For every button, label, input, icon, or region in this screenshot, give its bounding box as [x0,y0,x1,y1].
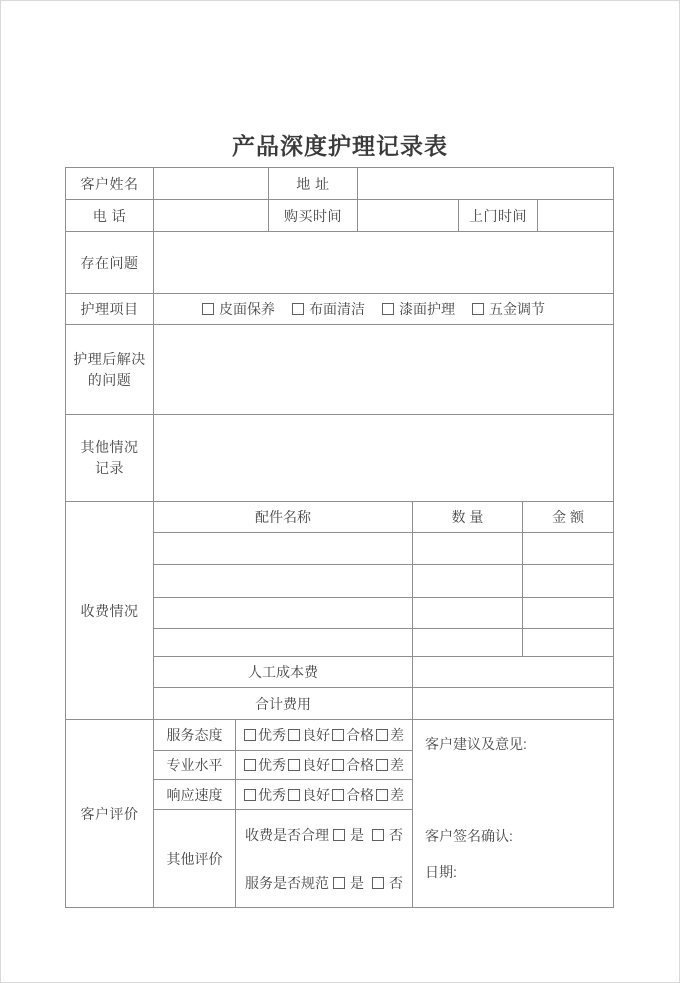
page-title: 产品深度护理记录表 [232,133,448,159]
rating-poor[interactable] [376,785,404,805]
checkbox-icon[interactable] [244,729,256,741]
rating-good[interactable] [288,785,330,805]
care-option-label: 漆面护理 [399,301,455,317]
amount-cell[interactable] [523,565,614,598]
suggestion-label: 客户建议及意见: [425,736,527,752]
checkbox-icon[interactable] [244,759,256,771]
rating-pass[interactable] [332,785,374,805]
checkbox-icon[interactable] [472,303,484,315]
fee-yes-option[interactable] [333,825,364,845]
part-name-cell[interactable] [154,598,413,629]
phone-value-cell[interactable] [154,200,269,232]
care-option-label: 布面清洁 [309,301,365,317]
rating-label: 差 [390,786,404,803]
rating-excellent[interactable] [244,725,286,745]
other-notes-label-line1: 其他情况 [80,439,139,455]
rating-label: 合格 [346,786,374,803]
checkbox-icon[interactable] [288,789,300,801]
rating-poor[interactable] [376,725,404,745]
rating-label: 优秀 [258,757,286,773]
rating-good[interactable] [288,755,330,775]
rating-label: 差 [390,757,404,773]
no-label: 否 [389,874,403,891]
checkbox-icon[interactable] [376,759,388,771]
no-label: 否 [389,826,403,843]
care-option-hardware[interactable] [472,299,545,319]
other-evaluation-questions [236,810,413,908]
rating-label: 合格 [346,727,374,743]
checkbox-icon[interactable] [288,729,300,741]
visit-time-value-cell[interactable] [538,200,614,232]
total-cost-value-cell[interactable] [413,688,614,720]
amount-cell[interactable] [523,629,614,657]
rating-label: 良好 [302,727,330,743]
checkbox-icon[interactable] [376,789,388,801]
row-customer [66,168,614,200]
phone-label: 电 话 [66,200,154,232]
solved-label-line1: 护理后解决 [73,350,146,367]
service-standard-row [236,873,412,893]
row-solved [66,325,614,415]
solved-value-cell[interactable] [154,325,614,415]
solved-label-line2: 的问题 [87,371,132,388]
professional-level-label: 专业水平 [154,751,236,780]
rating-pass[interactable] [332,755,374,775]
care-option-label: 五金调节 [489,301,545,317]
quantity-cell[interactable] [413,565,523,598]
customer-name-label: 客户姓名 [66,168,154,200]
response-speed-label: 响应速度 [154,780,236,810]
other-notes-label-line2: 记录 [95,460,124,476]
rating-label: 良好 [302,757,330,773]
care-option-fabric[interactable] [292,299,365,319]
purchase-time-value-cell[interactable] [358,200,459,232]
rating-good[interactable] [288,725,330,745]
rating-excellent[interactable] [244,785,286,805]
checkbox-icon[interactable] [372,829,384,841]
checkbox-icon[interactable] [332,789,344,801]
checkbox-icon[interactable] [376,729,388,741]
professional-level-options [236,751,413,780]
care-option-label: 皮面保养 [219,301,275,317]
other-notes-label [66,415,154,502]
part-name-cell[interactable] [154,629,413,657]
problems-label: 存在问题 [66,232,154,294]
charges-header-qty: 数 量 [413,502,523,533]
other-evaluation-label: 其他评价 [154,810,236,908]
checkbox-icon[interactable] [202,303,214,315]
fee-no-option[interactable] [372,825,403,845]
care-option-paint[interactable] [382,299,455,319]
row-problems [66,232,614,294]
service-yes-option[interactable] [333,873,364,893]
care-record-form-table [65,167,614,908]
customer-name-value-cell[interactable] [154,168,269,200]
row-other-notes [66,415,614,502]
care-items-options-cell [154,294,614,325]
labor-cost-value-cell[interactable] [413,657,614,688]
purchase-time-label: 购买时间 [269,200,358,232]
row-care-items [66,294,614,325]
amount-cell[interactable] [523,533,614,565]
charges-header-part: 配件名称 [154,502,413,533]
total-cost-label: 合计费用 [154,688,413,720]
rating-label: 优秀 [258,786,286,803]
labor-cost-label: 人工成本费 [154,657,413,688]
care-items-label: 护理项目 [66,294,154,325]
quantity-cell[interactable] [413,533,523,565]
rating-poor[interactable] [376,755,404,775]
quantity-cell[interactable] [413,629,523,657]
solved-label [66,325,154,415]
checkbox-icon[interactable] [288,759,300,771]
checkbox-icon[interactable] [382,303,394,315]
checkbox-icon[interactable] [332,729,344,741]
checkbox-icon[interactable] [292,303,304,315]
service-no-option[interactable] [372,873,403,893]
address-value-cell[interactable] [358,168,614,200]
rating-label: 优秀 [258,727,286,743]
quantity-cell[interactable] [413,598,523,629]
charges-label: 收费情况 [66,502,154,720]
yes-label: 是 [350,826,364,843]
service-standard-label: 服务是否规范 [245,874,329,891]
row-charges-header [66,502,614,533]
checkbox-icon[interactable] [333,877,345,889]
checkbox-icon[interactable] [244,789,256,801]
checkbox-icon[interactable] [332,759,344,771]
signature-label: 客户签名确认: [425,828,513,844]
row-phone-times [66,200,614,232]
row-service-attitude [66,720,614,751]
rating-label: 差 [390,727,404,743]
part-name-cell[interactable] [154,533,413,565]
charges-header-amount: 金 额 [523,502,614,533]
fee-reasonable-row [236,825,412,845]
visit-time-label: 上门时间 [459,200,538,232]
rating-label: 合格 [346,757,374,773]
response-speed-options [236,780,413,810]
rating-excellent[interactable] [244,755,286,775]
other-notes-value-cell[interactable] [154,415,614,502]
service-attitude-label: 服务态度 [154,720,236,751]
amount-cell[interactable] [523,598,614,629]
yes-label: 是 [350,874,364,891]
rating-pass[interactable] [332,725,374,745]
checkbox-icon[interactable] [372,877,384,889]
evaluation-label: 客户评价 [66,720,154,908]
address-label: 地 址 [269,168,358,200]
problems-value-cell[interactable] [154,232,614,294]
rating-label: 良好 [302,786,330,803]
service-attitude-options [236,720,413,751]
checkbox-icon[interactable] [333,829,345,841]
fee-reasonable-label: 收费是否合理 [245,826,329,843]
care-option-leather[interactable] [202,299,275,319]
suggestion-signature-cell[interactable] [413,720,614,908]
date-label: 日期: [425,864,457,880]
part-name-cell[interactable] [154,565,413,598]
